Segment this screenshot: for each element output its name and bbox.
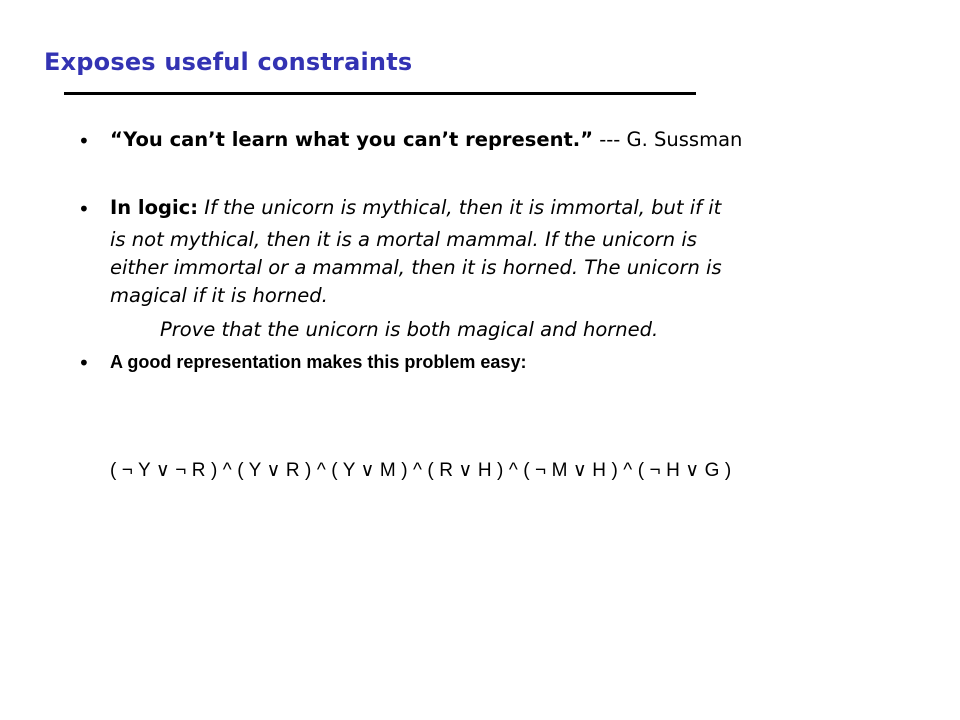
bullet-1-dot: • [78,129,90,153]
bullet-2-line-2: is not mythical, then it is a mortal mammal. If the unicorn is [110,228,697,251]
bullet-1-text [110,128,742,151]
unicorn-text-line-1: If the unicorn is mythical, then it is immortal, but if it [198,196,722,219]
bullet-3-text: A good representation makes this problem easy: [110,352,527,372]
cnf-formula: ( ¬ Y ∨ ¬ R ) ^ ( Y ∨ R ) ^ ( Y ∨ M ) ^ ( R ∨ H ) ^ ( ¬ M ∨ H ) ^ ( ¬ H ∨ G ) [110,460,732,481]
bullet-3-dot: • [78,351,90,375]
bullet-2-line-4: magical if it is horned. [110,284,328,307]
bullet-2-line-3: either immortal or a mammal, then it is horned. The unicorn is [110,256,722,279]
bullet-2-dot: • [78,197,90,221]
prove-statement: Prove that the unicorn is both magical and horned. [160,318,659,341]
slide-title: Exposes useful constraints [44,48,413,76]
sussman-quote: “You can’t learn what you can’t represent.” [110,128,594,151]
bullet-2-line-1 [110,196,721,219]
title-underline [64,92,696,95]
sussman-attribution: --- G. Sussman [593,128,743,151]
in-logic-label: In logic: [110,196,199,219]
